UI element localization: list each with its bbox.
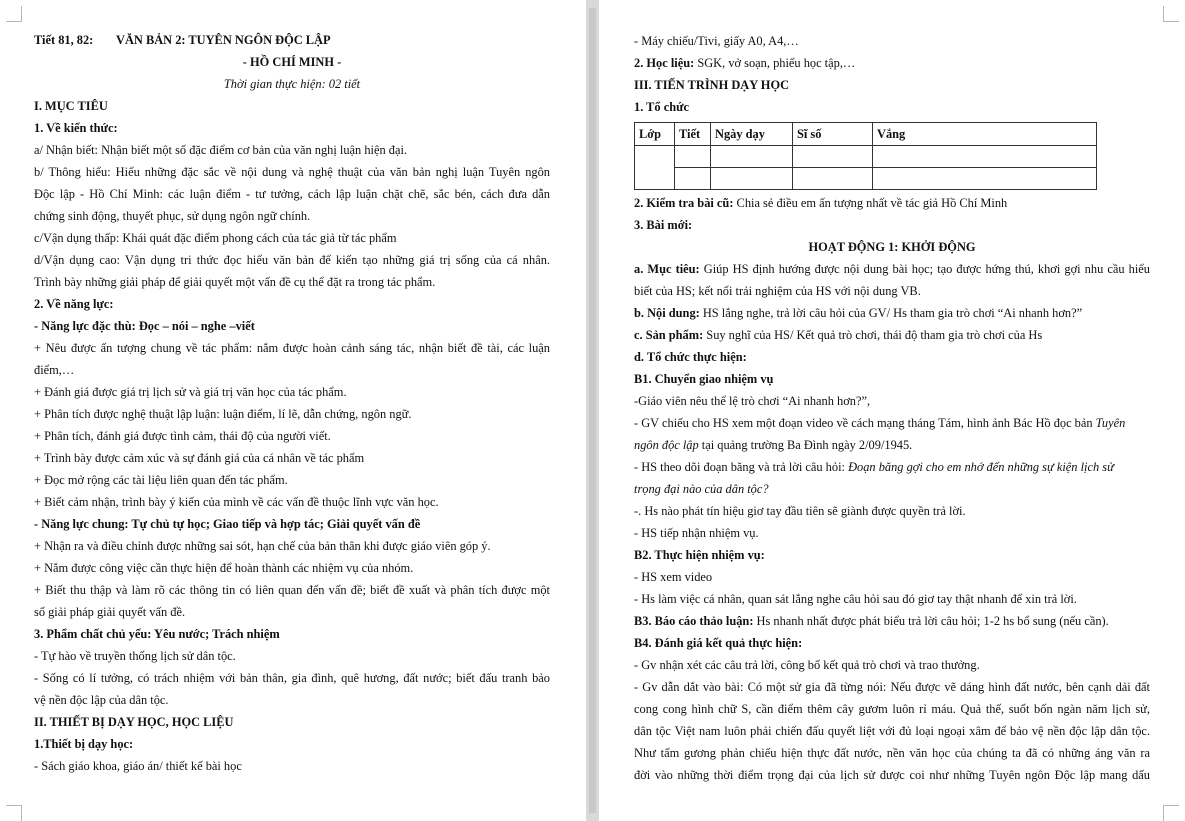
section-heading: II. THIẾT BỊ DẠY HỌC, HỌC LIỆU [34,715,234,729]
paragraph-line: + Phân tích được nghệ thuật lập luận: luận điểm, lí lẽ, dẫn chứng, ngôn ngữ. [34,407,412,421]
paragraph-line: + Biết thu thập và làm rõ các thông tin có liên quan đến vấn đề; biết đề xuất và phân tích được một [34,583,550,597]
subsection-heading: 1. Về kiến thức: [34,121,118,135]
class-attendance-table [634,122,1097,190]
subsection-heading: B1. Chuyển giao nhiệm vụ [634,372,774,386]
lesson-title-row [34,29,550,51]
paragraph-line: -. Hs nào phát tín hiệu giơ tay đầu tiên sẽ giành được quyền trả lời. [634,504,966,518]
paragraph-line: + Trình bày được cảm xúc và sự đánh giá của cá nhân về tác phẩm [34,451,365,465]
paragraph-line: + Đánh giá được giá trị lịch sử và giá trị văn học của tác phẩm. [34,385,347,399]
subsection-heading: B4. Đánh giá kết quả thực hiện: [634,636,803,650]
table-cell[interactable] [873,146,1097,168]
table-header-cell: Tiết [675,123,711,146]
page-content [634,30,1150,786]
paragraph-line: 2. Kiểm tra bài cũ: Chia sẻ điều em ấn tượng nhất về tác giả Hồ Chí Minh [634,196,1008,210]
table-header-cell: Ngày dạy [711,123,793,146]
paragraph-line: ngôn độc lập tại quảng trường Ba Đình ngày 2/09/1945. [634,438,913,452]
paragraph-line: điểm,… [34,363,75,377]
table-cell[interactable] [675,168,711,190]
paragraph-line: b. Nội dung: HS lắng nghe, trả lời câu hỏi của GV/ Hs tham gia trò chơi “Ai nhanh hơn?” [634,306,1083,320]
table-cell[interactable] [635,146,675,190]
table-cell[interactable] [675,146,711,168]
paragraph-line: B3. Báo cáo thảo luận: Hs nhanh nhất được phát biểu trả lời câu hỏi; 1-2 hs bổ sung (nếu cần). [634,614,1109,628]
paragraph-line: biết của HS; kết nối trải nghiệm của HS với nội dung VB. [634,284,921,298]
section-heading: III. TIẾN TRÌNH DẠY HỌC [634,78,790,92]
duration-line [34,73,550,95]
table-header-row [635,123,1097,146]
paragraph-line: cong cong hình chữ S, cần điểm thêm cây gươm luôn rỉ máu. Quả thế, suốt bốn ngàn năm lịch sử, [634,702,1150,716]
paragraph-line: số giải pháp giải quyết vấn đề. [34,605,186,619]
paragraph-line: + Nêu được ấn tượng chung về tác phẩm: nắm được hoàn cảnh sáng tác, nhận biết đề tài, các luận [34,341,550,355]
lesson-number: Tiết 81, 82: [34,33,94,47]
table-header-cell: Lớp [635,123,675,146]
paragraph-line: - HS theo dõi đoạn băng và trả lời câu hỏi: Đoạn băng gợi cho em nhớ đến những sự kiện lịch sử [634,460,1114,474]
paragraph-line: b/ Thông hiểu: Hiểu những đặc sắc về nội dung và nghệ thuật của văn bản nghị luận Tuyên ngôn [34,165,550,179]
paragraph-line: c/Vận dụng thấp: Khái quát đặc điểm phong cách của tác giả từ tác phẩm [34,231,397,245]
table-cell[interactable] [793,146,873,168]
table-cell[interactable] [711,146,793,168]
lesson-title: VĂN BẢN 2: TUYÊN NGÔN ĐỘC LẬP [116,33,331,47]
paragraph-line: trọng đại nào của dân tộc? [634,482,769,496]
page-corner-mark [6,805,22,821]
table-cell[interactable] [793,168,873,190]
section-heading: I. MỤC TIÊU [34,99,108,113]
paragraph-line: đời vào những thời điểm trọng đại của lịch sử được coi như những Tuyên ngôn Độc lập mang dấu [634,768,1150,782]
table-header-cell: Sĩ số [793,123,873,146]
paragraph-line: + Phân tích, đánh giá được tình cảm, thái độ của người viết. [34,429,331,443]
paragraph-line: d/Vận dụng cao: Vận dụng tri thức đọc hiểu văn bản để kiến tạo những giá trị sống của cá nhân. [34,253,550,267]
table-cell[interactable] [873,168,1097,190]
paragraph-line: + Nắm được công việc cần thực hiện để hoàn thành các nhiệm vụ của nhóm. [34,561,414,575]
paragraph-line: a/ Nhận biết: Nhận biết một số đặc điểm cơ bản của văn nghị luận hiện đại. [34,143,408,157]
paragraph-line: + Đọc mở rộng các tài liệu liên quan đến tác phẩm. [34,473,288,487]
page-gap [586,0,599,821]
paragraph-line: - Gv dẫn dắt vào bài: Có một sử gia đã từng nói: Nếu được vẽ dáng hình đất nước, bên cạnh dải đất [634,680,1150,694]
author-line [34,51,550,73]
activity-heading: HOẠT ĐỘNG 1: KHỞI ĐỘNG [808,240,976,254]
subsection-heading: 3. Phẩm chất chủ yếu: Yêu nước; Trách nhiệm [34,627,280,641]
paragraph-line: - Sống có lí tưởng, có trách nhiệm với bản thân, gia đình, quê hương, đất nước; biết đấu tranh bảo [34,671,550,685]
subsection-heading: 3. Bài mới: [634,218,693,232]
page-corner-mark [1163,805,1179,821]
paragraph-line: Như tấm gương phản chiếu hiện thực đất nước, nền văn học của chúng ta đã có những áng văn ra [634,746,1150,760]
paragraph-line: - Sách giáo khoa, giáo án/ thiết kế bài học [34,759,242,773]
table-header-cell: Vắng [873,123,1097,146]
paragraph-line: - Tự hào về truyền thống lịch sử dân tộc. [34,649,236,663]
paragraph-line: + Nhận ra và điều chỉnh được những sai sót, hạn chế của bản thân khi được giáo viên góp ý. [34,539,491,553]
paragraph-line: vệ nền độc lập của dân tộc. [34,693,169,707]
subsection-heading: - Năng lực chung: Tự chủ tự học; Giao tiếp và hợp tác; Giải quyết vấn đề [34,517,421,531]
document-page-right [599,0,1185,821]
paragraph-line: -Giáo viên nêu thể lệ trò chơi “Ai nhanh hơn?”, [634,394,871,408]
document-page-left [0,0,586,821]
subsection-heading: B2. Thực hiện nhiệm vụ: [634,548,765,562]
subsection-heading: 1.Thiết bị dạy học: [34,737,134,751]
table-row [635,168,1097,190]
subsection-heading: 2. Về năng lực: [34,297,114,311]
subsection-heading: d. Tổ chức thực hiện: [634,350,747,364]
table-row [635,146,1097,168]
paragraph-line: 2. Học liệu: SGK, vở soạn, phiếu học tập,… [634,56,856,70]
paragraph-line: - HS xem video [634,570,713,584]
paragraph-line: - Máy chiếu/Tivi, giấy A0, A4,… [634,34,799,48]
page-corner-mark [6,6,22,22]
paragraph-line: - Hs làm việc cá nhân, quan sát lắng nghe câu hỏi sau đó giơ tay thật nhanh để xin trả lời. [634,592,1077,606]
paragraph-line: - Gv nhận xét các câu trả lời, công bố kết quả trò chơi và trao thưởng. [634,658,980,672]
paragraph-line: + Biết cảm nhận, trình bày ý kiến của mình về các vấn đề thuộc lĩnh vực văn học. [34,495,439,509]
paragraph-line: a. Mục tiêu: Giúp HS định hướng được nội dung bài học; tạo được hứng thú, khơi gợi nhu cầu hiểu [634,262,1150,276]
page-content [34,29,550,777]
author-name: - HỒ CHÍ MINH - [242,55,342,69]
table-cell[interactable] [711,168,793,190]
paragraph-line: - HS tiếp nhận nhiệm vụ. [634,526,759,540]
paragraph-line: Độc lập - Hồ Chí Minh: các luận điểm - tư tưởng, cách lập luận chặt chẽ, sắc bén, cách đưa dẫn [34,187,550,201]
paragraph-line: chứng sinh động, thuyết phục, sử dụng ngôn ngữ chính. [34,209,311,223]
paragraph-line: - GV chiếu cho HS xem một đoạn video về cách mạng tháng Tám, hình ảnh Bác Hồ đọc bản Tuyên [634,416,1126,430]
duration-text: Thời gian thực hiện: 02 tiết [223,77,361,91]
subsection-heading: - Năng lực đặc thù: Đọc – nói – nghe –viết [34,319,255,333]
subsection-heading: 1. Tổ chức [634,100,690,114]
paragraph-line: dân tộc Việt nam luôn phải chiến đấu quyết liệt với đủ loại ngoại xâm để bảo vệ nền độc lập dân tộc. [634,724,1150,738]
page-corner-mark [1163,6,1179,22]
paragraph-line: Trình bày những giải pháp để giải quyết một vấn đề cụ thể đặt ra trong tác phẩm. [34,275,436,289]
paragraph-line: c. Sản phẩm: Suy nghĩ của HS/ Kết quả trò chơi, thái độ tham gia trò chơi của Hs [634,328,1043,342]
page-gap-shade [589,8,596,813]
